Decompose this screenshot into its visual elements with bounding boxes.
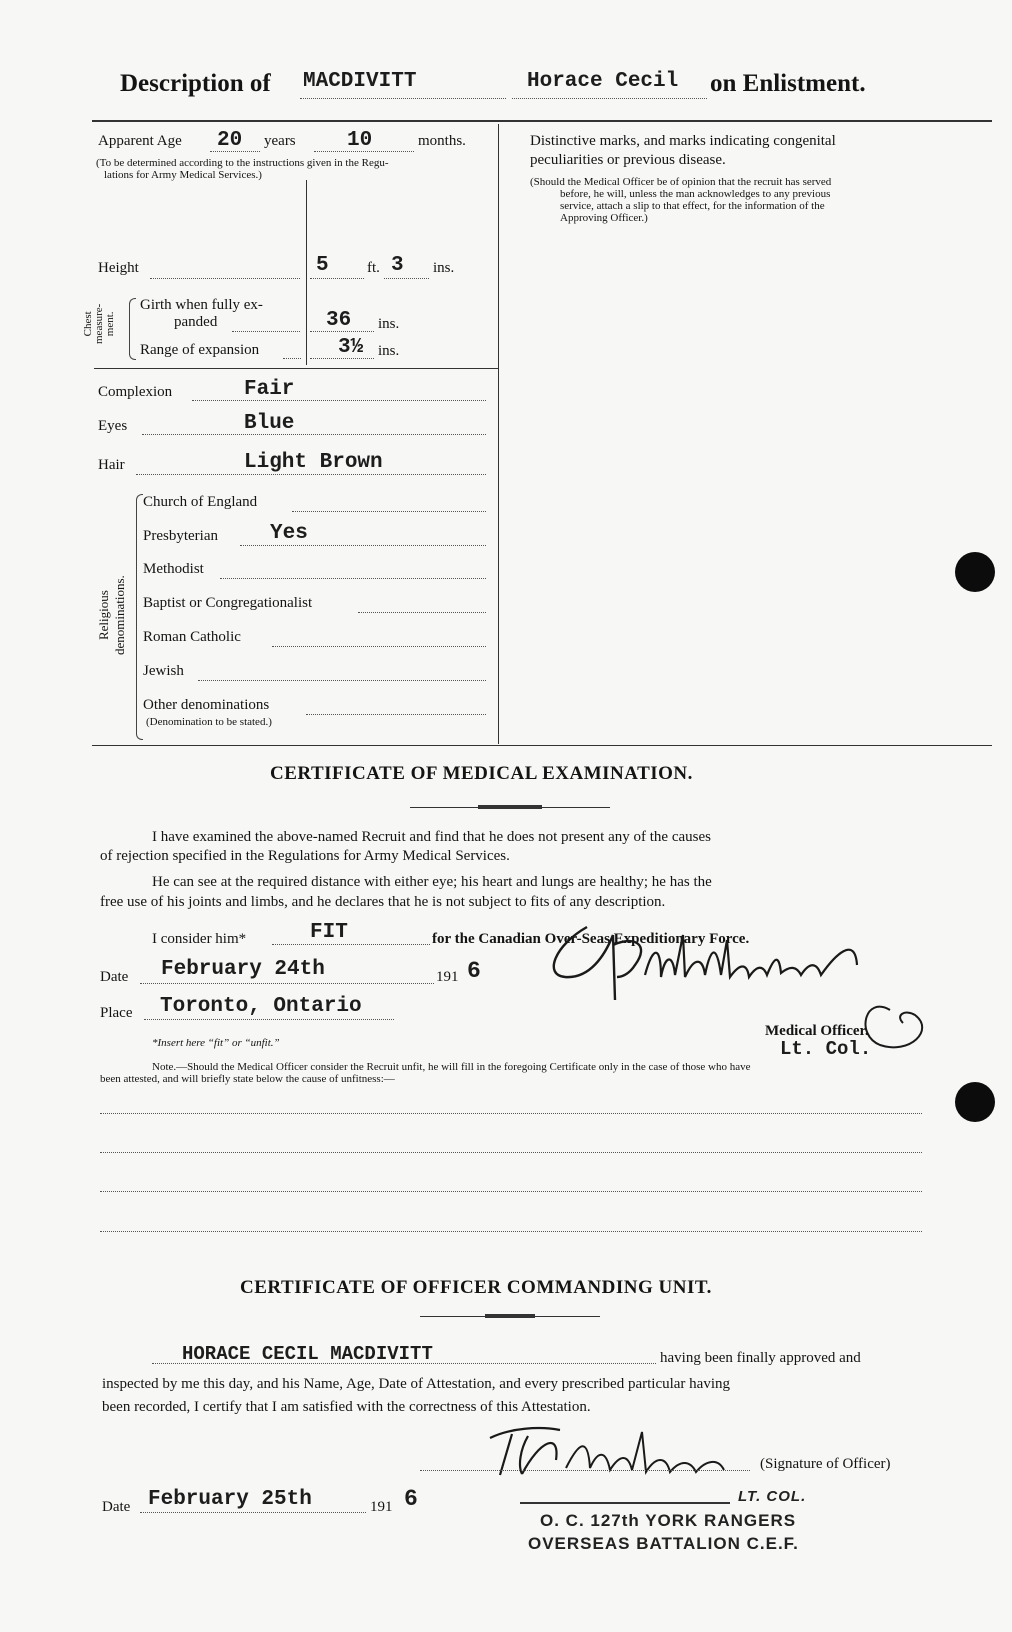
religion-label: Roman Catholic (143, 629, 241, 645)
religion-label: Church of England (143, 494, 258, 510)
medical-date-value: February 24th (161, 958, 325, 981)
unfitness-line-4 (100, 1231, 922, 1232)
stamp-rank: LT. COL. (738, 1488, 807, 1505)
height-ft-value: 5 (316, 254, 329, 277)
height-label: Height (98, 260, 139, 276)
height-ft-line (310, 278, 364, 279)
girth-label-1: Girth when fully ex- (140, 297, 263, 313)
marks-title-2: peculiarities or previous disease. (530, 152, 726, 168)
age-years-line (210, 151, 260, 152)
medical-date-line (140, 983, 434, 984)
ft-label: ft. (367, 260, 380, 276)
eyes-line (142, 434, 486, 435)
unfitness-line-1 (100, 1113, 922, 1114)
medical-title-rule-bold (478, 805, 542, 809)
section-rule-1 (92, 745, 992, 746)
hair-value: Light Brown (244, 451, 383, 474)
commanding-line2: inspected by me this day, and his Name, Age, Date of Attestation, and every prescribed particular having (102, 1376, 731, 1392)
note-line-2: been attested, and will briefly state below the cause of unfitness:— (100, 1073, 395, 1085)
age-label: Apparent Age (98, 133, 182, 149)
range-label: Range of expansion (140, 342, 260, 358)
religion-side-2: denominations. (112, 575, 127, 655)
recruit-name: HORACE CECIL MACDIVITT (182, 1343, 433, 1365)
religion-line (292, 511, 486, 512)
complexion-top-rule (94, 368, 498, 369)
column-divider (498, 124, 499, 744)
age-note-2: lations for Army Medical Services.) (104, 169, 262, 181)
range-line (310, 358, 374, 359)
medical-officer-signature (535, 915, 945, 1055)
commanding-date-line (140, 1512, 366, 1513)
religion-label: Other denominations (143, 697, 270, 713)
chest-side-3: ment. (104, 311, 116, 337)
commanding-year-prefix: 191 (370, 1499, 393, 1515)
commanding-date-label: Date (102, 1499, 131, 1515)
header-surname: MACDIVITT (303, 70, 417, 93)
height-in-line (384, 278, 429, 279)
religion-label: Presbyterian (143, 528, 218, 544)
insert-note: *Insert here “fit” or “unfit.” (152, 1037, 280, 1049)
girth-unit: ins. (378, 316, 400, 332)
height-lead-line (150, 278, 300, 279)
recruit-name-line (152, 1363, 656, 1364)
header-given-names: Horace Cecil (527, 70, 679, 93)
commanding-date-value: February 25th (148, 1488, 312, 1511)
commanding-year-digit: 6 (404, 1486, 418, 1512)
range-unit: ins. (378, 343, 400, 359)
marks-title-1: Distinctive marks, and marks indicating congenital (530, 133, 836, 149)
medical-officer-title: Medical Officer. (765, 1023, 869, 1039)
stamp-line-1: O. C. 127th YORK RANGERS (540, 1511, 797, 1530)
religion-line (240, 545, 486, 546)
religion-label: Jewish (143, 663, 184, 679)
medical-para2-line1: He can see at the required distance with either eye; his heart and lungs are healthy; he has the (152, 874, 712, 890)
punch-hole-top (955, 552, 995, 592)
years-label: years (264, 133, 296, 149)
hair-label: Hair (98, 457, 125, 473)
chest-brace (129, 298, 136, 360)
religion-line (220, 578, 486, 579)
chest-side-label (83, 304, 116, 344)
height-ins-label: ins. (433, 260, 455, 276)
commanding-line3: been recorded, I certify that I am satisfied with the correctness of this Attestation. (102, 1399, 591, 1415)
eyes-value: Blue (244, 412, 295, 435)
religion-side-1: Religious (96, 590, 111, 641)
months-label: months. (418, 133, 466, 149)
signature-line (420, 1470, 750, 1471)
medical-year-prefix: 191 (436, 969, 459, 985)
age-years-value: 20 (217, 129, 243, 152)
note-line-1: Note.—Should the Medical Officer consider the Recruit unfit, he will fill in the foregoing Certificate only in the case of those who have (152, 1061, 751, 1073)
punch-hole-bottom (955, 1082, 995, 1122)
commanding-title-rule-bold (485, 1314, 535, 1318)
girth-line (310, 331, 374, 332)
range-lead-line (283, 358, 301, 359)
header-prefix: Description of (120, 70, 271, 97)
religion-brace (136, 494, 143, 740)
religion-line (272, 646, 486, 647)
religion-value: Yes (270, 522, 308, 545)
marks-note-1: (Should the Medical Officer be of opinion that the recruit has served (530, 176, 832, 188)
denomination-note: (Denomination to be stated.) (146, 716, 272, 728)
signature-label: (Signature of Officer) (760, 1456, 891, 1472)
complexion-label: Complexion (98, 384, 173, 400)
age-months-line (314, 151, 414, 152)
marks-note-4: Approving Officer.) (560, 212, 648, 224)
unfitness-line-2 (100, 1152, 922, 1153)
commanding-line1-suffix: having been finally approved and (660, 1350, 861, 1366)
place-value: Toronto, Ontario (160, 995, 362, 1018)
chest-side-1: Chest (82, 311, 94, 337)
hair-line (136, 474, 486, 475)
header-suffix: on Enlistment. (710, 70, 866, 97)
medical-para1-line1: I have examined the above-named Recruit and find that he does not present any of the causes (152, 829, 711, 845)
age-box-divider (306, 180, 307, 365)
marks-note-3: service, attach a slip to that effect, for the information of the (560, 200, 825, 212)
commanding-officer-signature (470, 1420, 770, 1490)
religion-label: Methodist (143, 561, 204, 577)
consider-suffix: for the Canadian Over-Seas Expeditionary Force. (432, 931, 750, 947)
fit-line (272, 944, 430, 945)
religion-label: Baptist or Congregationalist (143, 595, 313, 611)
commanding-title: CERTIFICATE OF OFFICER COMMANDING UNIT. (240, 1277, 712, 1298)
complexion-line (192, 400, 486, 401)
place-label: Place (100, 1005, 133, 1021)
height-in-value: 3 (391, 254, 404, 277)
fit-value: FIT (310, 921, 348, 944)
medical-para1-line2: of rejection specified in the Regulations for Army Medical Services. (100, 848, 510, 864)
place-line (144, 1019, 394, 1020)
stamp-line-2: OVERSEAS BATTALION C.E.F. (528, 1534, 799, 1553)
chest-side-2: measure- (93, 303, 105, 344)
religion-side-label (96, 575, 128, 655)
unfitness-line-3 (100, 1191, 922, 1192)
religion-line (358, 612, 486, 613)
medical-para2-line2: free use of his joints and limbs, and he declares that he is not subject to fits of any description. (100, 894, 666, 910)
girth-lead-line (232, 331, 300, 332)
age-note-1: (To be determined according to the instructions given in the Regu- (96, 157, 389, 169)
consider-label: I consider him* (152, 931, 247, 947)
stamp-rank-rule (520, 1502, 730, 1504)
girth-label-2: panded (174, 314, 218, 330)
medical-officer-rank: Lt. Col. (780, 1038, 872, 1060)
medical-year-digit: 6 (467, 958, 481, 984)
marks-note-2: before, he will, unless the man acknowledges to any previous (560, 188, 831, 200)
religion-line (198, 680, 486, 681)
range-value: 3½ (338, 336, 364, 359)
religion-line (306, 714, 486, 715)
complexion-value: Fair (244, 378, 295, 401)
eyes-label: Eyes (98, 418, 128, 434)
medical-date-label: Date (100, 969, 129, 985)
header-surname-line (300, 98, 506, 99)
girth-value: 36 (326, 309, 352, 332)
header-rule (92, 120, 992, 122)
header-given-line (512, 98, 707, 99)
medical-title: CERTIFICATE OF MEDICAL EXAMINATION. (270, 763, 693, 784)
age-months-value: 10 (347, 129, 373, 152)
